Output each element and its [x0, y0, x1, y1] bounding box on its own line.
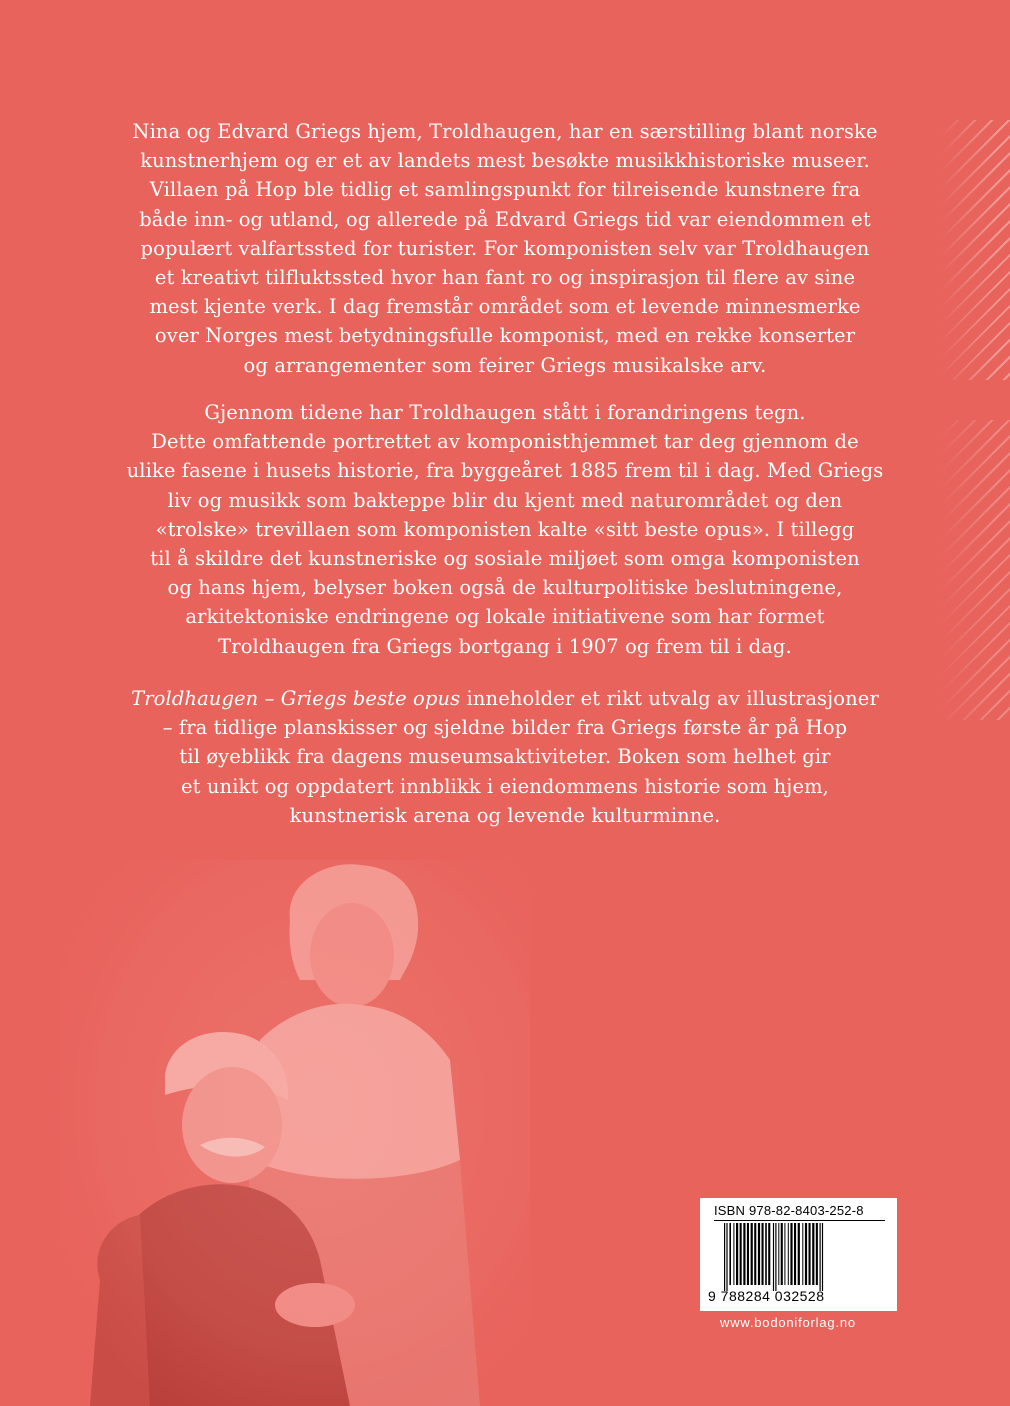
text-line: både inn- og utland, og allerede på Edvard Griegs tid var eiendommen et: [139, 207, 871, 231]
barcode-bar: [816, 1223, 818, 1285]
isbn-barcode: [700, 1198, 897, 1311]
isbn-label: ISBN 978-82-8403-252-8: [714, 1203, 864, 1218]
text-line: over Norges mest betydningsfulle komponist, med en rekke konserter: [154, 324, 856, 348]
barcode-bar: [794, 1223, 796, 1285]
barcode-bar: [751, 1223, 753, 1285]
description-paragraph-3: [0, 684, 1010, 830]
text-line: – fra tidlige planskisser og sjeldne bilder fra Griegs første år på Hop: [162, 716, 848, 740]
text-line: arkitektoniske endringene og lokale initiativene som har formet: [185, 605, 825, 629]
barcode-bar: [754, 1223, 756, 1285]
text-line: til øyeblikk fra dagens museumsaktiviteter. Boken som helhet gir: [179, 745, 831, 769]
grieg-portrait-photo: [60, 860, 530, 1406]
barcode-bar: [820, 1223, 821, 1291]
barcode-bar: [805, 1223, 807, 1285]
publisher-website: www.bodoniforlag.no: [720, 1315, 856, 1330]
barcode-bar: [778, 1223, 779, 1285]
barcode-bar: [822, 1223, 823, 1291]
text-line: «trolske» trevillaen som komponisten kalte «sitt beste opus». I tillegg: [155, 517, 855, 541]
barcode-bar: [729, 1223, 731, 1285]
barcode-bar: [768, 1223, 770, 1285]
text-line: Troldhaugen fra Griegs bortgang i 1907 og frem til i dag.: [218, 634, 792, 658]
text-line: kunstnerhjem og er et av landets mest besøkte musikkhistoriske museer.: [140, 149, 870, 173]
barcode-bar: [724, 1223, 725, 1291]
barcode-bar: [790, 1223, 792, 1285]
divider: [714, 1220, 885, 1221]
text-line: kunstnerisk arena og levende kulturminne.: [289, 803, 721, 827]
text-line: et unikt og oppdatert innblikk i eiendommens historie som hjem,: [181, 774, 829, 798]
barcode-bar: [784, 1223, 785, 1285]
barcode-bar: [726, 1223, 727, 1291]
barcode-bar: [781, 1223, 783, 1285]
barcode-bar: [773, 1223, 774, 1291]
description-paragraph-2: [0, 398, 1010, 661]
description-paragraph-1: [0, 117, 1010, 380]
barcode-bar: [733, 1223, 734, 1285]
book-title-italic: Troldhaugen – Griegs beste opus: [131, 687, 461, 710]
text-line: Dette omfattende portrettet av komponisthjemmet tar deg gjennom de: [151, 430, 859, 454]
barcode-bar: [765, 1223, 767, 1285]
text-line: et kreativt tilfluktssted hvor han fant ro og inspirasjon til flere av sine: [154, 266, 856, 290]
text-line: til å skildre det kunstneriske og sosiale miljøet som omga komponisten: [150, 547, 860, 571]
text-line: [0, 684, 1010, 713]
barcode-bar: [736, 1223, 738, 1285]
barcode-bar: [758, 1223, 760, 1285]
barcode-bar: [788, 1223, 789, 1285]
text-line: Gjennom tidene har Troldhaugen stått i forandringens tegn.: [204, 401, 806, 424]
text-line: ulike fasene i husets historie, fra byggeåret 1885 frem til i dag. Med Griegs: [126, 459, 884, 483]
barcode-bar: [747, 1223, 749, 1285]
text-line: Nina og Edvard Griegs hjem, Troldhaugen, har en særstilling blant norske: [132, 120, 878, 143]
text-line: mest kjente verk. I dag fremstår området som et levende minnesmerke: [149, 295, 861, 319]
ean-digits: 9 788284 032528: [708, 1288, 825, 1304]
barcode-bar: [802, 1223, 803, 1285]
text-line: liv og musikk som bakteppe blir du kjent med naturområdet og den: [167, 488, 843, 512]
text-line: og hans hjem, belyser boken også de kulturpolitiske beslutningene,: [167, 576, 843, 600]
barcode-bar: [809, 1223, 811, 1285]
text-line: og arrangementer som feirer Griegs musikalske arv.: [243, 353, 767, 377]
barcode-bar: [812, 1223, 814, 1285]
text-fragment: inneholder et rikt utvalg av illustrasjoner: [460, 687, 879, 710]
text-line: populært valfartssted for turister. For komponisten selv var Troldhaugen: [140, 236, 870, 260]
barcode-bar: [762, 1223, 764, 1285]
barcode-bar: [798, 1223, 800, 1285]
barcode-bar: [743, 1223, 745, 1285]
barcode-bars: [722, 1223, 882, 1291]
text-line: Villaen på Hop ble tidlig et samlingspunkt for tilreisende kunstnere fra: [149, 178, 861, 202]
barcode-bar: [775, 1223, 776, 1291]
barcode-bar: [740, 1223, 742, 1285]
